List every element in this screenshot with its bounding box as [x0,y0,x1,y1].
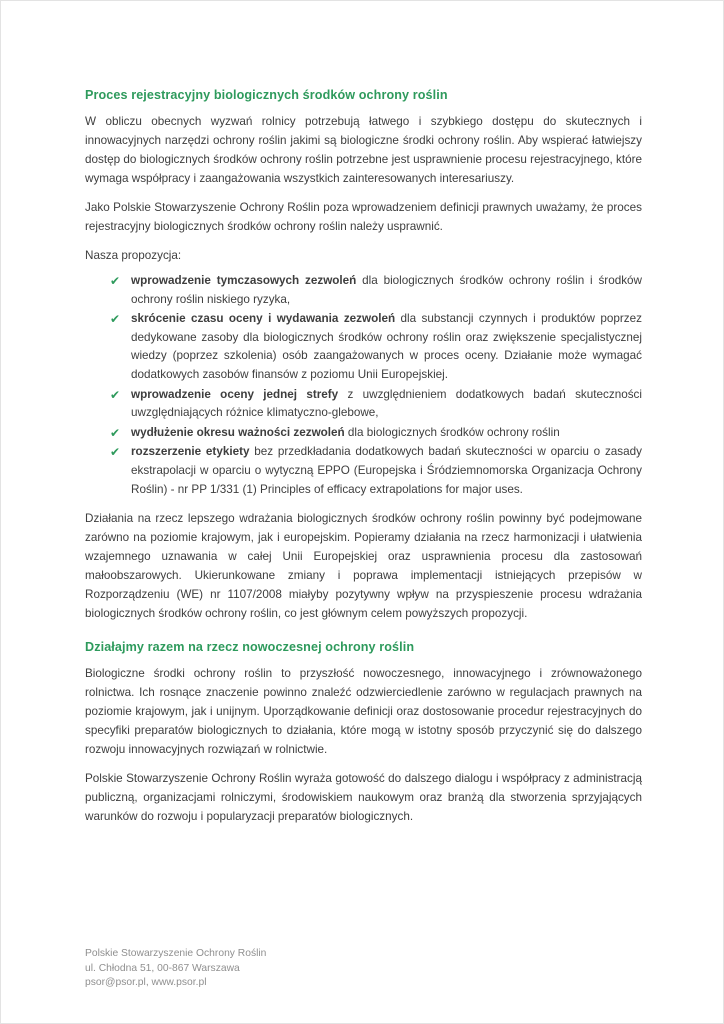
section1-paragraph-3: Działania na rzecz lepszego wdrażania biologicznych środków ochrony roślin powinny być podejmowane zarówno na poziomie krajowym, jak i europejskim. Popieramy działania na rzecz harmonizacji i ułatwienia wzajemnego uznawania w całej Unii Europejskiej oraz usprawnienia procesu dla zastosowań małoobszarowych. Ukierunkowane zmiany i poprawa implementacji istniejących przepisów w Rozporządzeniu (WE) nr 1107/2008 miałyby pozytywny wpływ na przyspieszenie procesu wdrażania biologicznych środków ochrony roślin, co jest głównym celem powyższych propozycji. [85,512,642,621]
list-item-text: bez przedkładania dodatkowych badań skuteczności w oparciu o zasady ekstrapolacji w oparciu o wytyczną EPPO (Europejska i Śródziemnomorska Organizacja Ochrony Roślin) - nr PP 1/331 (1) Principles of efficacy extrapolations for major uses. [131,445,642,496]
list-item-bold: skrócenie czasu oceny i wydawania zezwoleń [131,312,396,326]
list-item [110,272,642,309]
check-icon: ✔ [110,445,121,460]
page-footer [85,947,266,991]
check-icon: ✔ [110,274,121,288]
page-content [85,88,642,836]
proposal-label: Nasza propozycja: [85,249,182,262]
footer-contact: psor@psor.pl, www.psor.pl [85,977,207,988]
check-icon: ✔ [110,312,121,327]
footer-org-name: Polskie Stowarzyszenie Ochrony Roślin [85,948,267,959]
check-icon: ✔ [110,387,121,402]
list-item [110,310,642,384]
footer-address: ul. Chłodna 51, 00-867 Warszawa [85,962,240,974]
list-item [110,443,642,499]
proposal-checklist [85,272,642,499]
list-item-bold: wprowadzenie tymczasowych zezwoleń [131,274,357,287]
check-icon: ✔ [110,425,121,440]
list-item-bold: wprowadzenie oceny jednej strefy [131,387,339,401]
list-item [110,424,642,443]
section2-paragraph-2: Polskie Stowarzyszenie Ochrony Roślin wyraża gotowość do dalszego dialogu i współpracy z administracją publiczną, organizacjami rolniczymi, środowiskiem naukowym oraz branżą dla stworzenia sprzyjających warunków do rozwoju i popularyzacji preparatów biologicznych. [85,772,642,824]
section1-paragraph-2: Jako Polskie Stowarzyszenie Ochrony Roślin poza wprowadzeniem definicji prawnych uważamy, że proces rejestracyjny biologicznych środków ochrony roślin należy usprawnić. [85,201,642,233]
list-item-text: dla substancji czynnych i produktów poprzez dedykowane zasoby dla biologicznych środków ochrony roślin oraz zwiększenie specjalistycznej wiedzy (poprzez szkolenia) osób zaangażowanych w proces oceny. Działanie może wymagać dodatkowych zasobów finansów z poziomu Unii Europejskiej. [131,312,642,381]
section1-paragraph-1: W obliczu obecnych wyzwań rolnicy potrzebują łatwego i szybkiego dostępu do skutecznych i innowacyjnych narzędzi ochrony roślin jakimi są biologiczne środki ochrony roślin. Aby wspierać łatwiejszy dostęp do biologicznych środków ochrony roślin potrzebne jest usprawnienie procesu rejestracyjnego, które wymaga współpracy i zaangażowania wszystkich zainteresowanych interesariuszy. [85,115,642,185]
list-item [110,386,642,423]
section2-heading: Działajmy razem na rzecz nowoczesnej ochrony roślin [85,640,415,655]
section1-heading: Proces rejestracyjny biologicznych środków ochrony roślin [85,88,448,102]
list-item-bold: wydłużenie okresu ważności zezwoleń [131,425,345,439]
list-item-text: dla biologicznych środków ochrony roślin [344,425,560,439]
list-item-text: dla biologicznych środków ochrony roślin i środków ochrony roślin niskiego ryzyka, [131,274,642,306]
list-item-bold: rozszerzenie etykiety [131,445,250,459]
section2-paragraph-1: Biologiczne środki ochrony roślin to przyszłość nowoczesnego, innowacyjnego i zrównoważonego rolnictwa. Ich rosnące znaczenie powinno znaleźć odzwierciedlenie zarówno w regulacjach prawnych na poziomie krajowym, jak i unijnym. Uporządkowanie definicji oraz dostosowanie procedur rejestracyjnych do specyfiki preparatów biologicznych to działania, które mogą w istotny sposób przyczynić się do dalszego rozwoju innowacyjnych rozwiązań w rolnictwie. [85,667,642,757]
list-item-text: z uwzględnieniem dodatkowych badań skuteczności uwzględniających różnice klimatyczno-glebowe, [131,387,642,420]
